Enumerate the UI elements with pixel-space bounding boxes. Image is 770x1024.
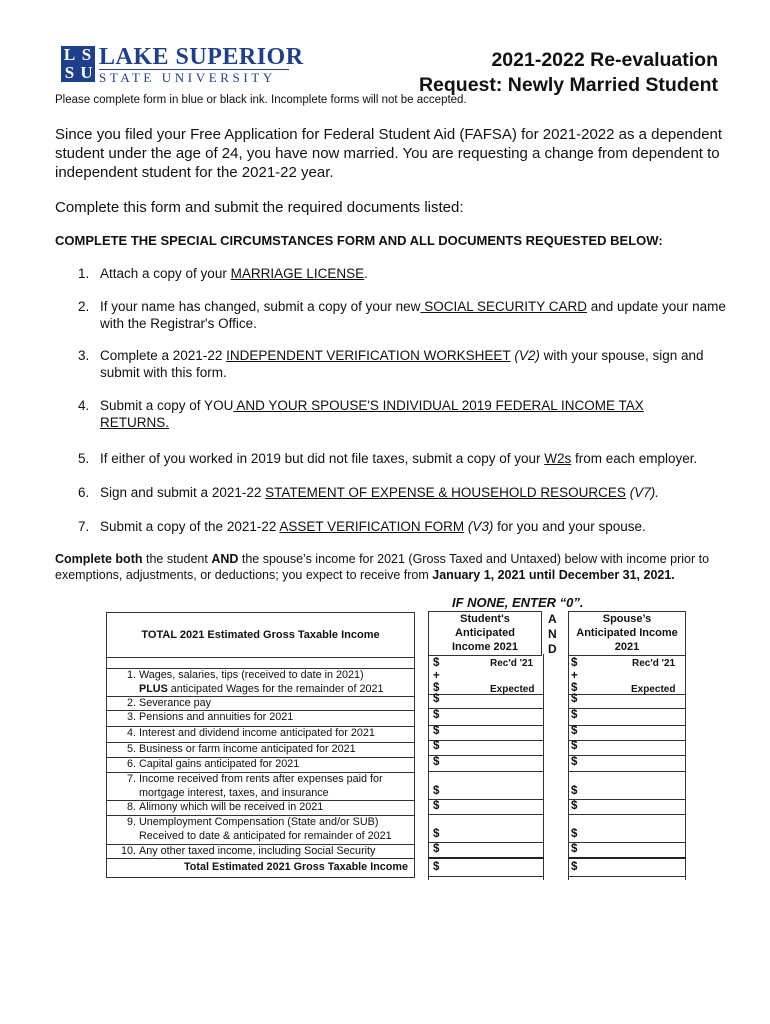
spouse-dollar-sign: $: [571, 725, 578, 737]
spouse-entry-line[interactable]: [568, 740, 686, 741]
item-text: Submit a copy of the 2021-22: [100, 519, 280, 534]
total-label: Total Estimated 2021 Gross Taxable Income: [183, 861, 408, 873]
income-table: [106, 612, 415, 878]
student-dollar-sign: $: [433, 740, 440, 752]
table-row: [107, 773, 414, 801]
item-number: 6.: [78, 485, 90, 500]
spouse-entry-line[interactable]: [568, 842, 686, 843]
item-number: 5.: [78, 451, 90, 466]
intro-paragraph: Since you filed your Free Application for Federal Student Aid (FAFSA) for 2021-2022 as a dependent student under the age of 24, you have now married. You are requesting a change from dependent to independent student for the 2021-22 year.: [55, 126, 723, 181]
table-row: [107, 697, 414, 711]
spouse-plus-sign: +: [571, 670, 578, 682]
university-name: LAKE SUPERIOR: [99, 44, 304, 70]
item-text: for you and your spouse.: [493, 519, 646, 534]
row-number: 2.: [126, 697, 136, 709]
row-label: Business or farm income anticipated for 2021: [139, 743, 356, 755]
student-entry-line[interactable]: [428, 771, 544, 772]
student-dollar-sign: $: [433, 657, 440, 669]
and-letter: N: [548, 627, 557, 641]
spouse-dollar-sign: $: [571, 843, 578, 855]
student-dollar-sign: $: [433, 756, 440, 768]
spouse-dollar-sign: $: [571, 800, 578, 812]
row-label: Interest and dividend income anticipated for 2021: [139, 727, 375, 739]
and-letter: D: [548, 642, 557, 656]
student-plus-sign: +: [433, 670, 440, 682]
university-logo-mark: [61, 46, 95, 82]
spouse-dollar-sign: $: [571, 828, 578, 840]
table-row: [107, 743, 414, 758]
row-number: 3.: [126, 711, 136, 723]
spouse-entry-line[interactable]: [568, 755, 686, 756]
row-number: 8.: [126, 801, 136, 813]
spouse-expected-label: Expected: [631, 684, 676, 695]
instructions-line: Complete this form and submit the required documents listed:: [55, 199, 464, 216]
student-entry-line[interactable]: [428, 876, 544, 877]
row-label: Severance pay: [139, 697, 212, 709]
item-document: MARRIAGE LICENSE: [230, 266, 365, 281]
income-table-header: TOTAL 2021 Estimated Gross Taxable Income: [107, 613, 414, 658]
spouse-entry-line[interactable]: [568, 708, 686, 709]
requirement-item: [78, 298, 728, 332]
row-label: Wages, salaries, tips (received to date in 2021): [139, 669, 364, 681]
requirement-item: [78, 450, 728, 467]
spouse-entry-line[interactable]: [568, 771, 686, 772]
item-form-code: (V3): [464, 519, 494, 534]
and-letter: A: [548, 612, 557, 626]
spouse-dollar-sign: $: [571, 709, 578, 721]
requirement-item: [78, 397, 728, 431]
table-row: [107, 669, 414, 697]
item-number: 4.: [78, 398, 90, 413]
student-entry-line[interactable]: [428, 814, 544, 815]
row-label: Unemployment Compensation (State and/or SUB): [139, 816, 379, 828]
spouse-dollar-sign: $: [571, 693, 578, 705]
logo-letter: U: [80, 63, 93, 82]
row-label: Received to date & anticipated for remainder of 2021: [139, 829, 392, 842]
spouse-entry-line[interactable]: [568, 814, 686, 815]
spouse-dollar-sign: $: [571, 740, 578, 752]
table-row: [107, 727, 414, 743]
student-dollar-sign: $: [433, 725, 440, 737]
item-text: Complete a 2021-22: [100, 348, 227, 363]
item-document: AND YOUR SPOUSE'S INDIVIDUAL 2019 FEDERAL INCOME TAX RETURNS.: [100, 398, 644, 430]
spouse-entry-line[interactable]: [568, 694, 686, 695]
spouse-header-line: 2021: [614, 641, 640, 653]
total-row: [107, 861, 414, 877]
table-row: [107, 845, 414, 859]
student-recd-label: Rec'd '21: [490, 658, 534, 669]
spouse-dollar-sign: $: [571, 756, 578, 768]
spouse-entry-line[interactable]: [568, 799, 686, 800]
student-entry-line[interactable]: [428, 799, 544, 800]
if-none-note: IF NONE, ENTER “0”.: [452, 595, 584, 610]
item-number: 3.: [78, 348, 90, 363]
requirement-item: [78, 265, 728, 282]
student-header-line: Income 2021: [451, 641, 519, 653]
item-form-code: (V2): [510, 348, 540, 363]
spouse-column-header: [568, 611, 686, 656]
student-dollar-sign: $: [433, 693, 440, 705]
table-row: [107, 816, 414, 845]
item-text: If your name has changed, submit a copy of your new: [100, 299, 421, 314]
requirements-heading: COMPLETE THE SPECIAL CIRCUMSTANCES FORM AND ALL DOCUMENTS REQUESTED BELOW:: [55, 233, 663, 248]
student-column-header: [428, 611, 542, 656]
student-entry-line[interactable]: [428, 694, 544, 695]
para-bold: AND: [211, 552, 239, 566]
item-document: INDEPENDENT VERIFICATION WORKSHEET: [226, 348, 511, 363]
item-text: If either of you worked in 2019 but did not file taxes, submit a copy of your: [100, 451, 545, 466]
spouse-dollar-sign: $: [571, 657, 578, 669]
table-spacer: [107, 657, 414, 669]
student-dollar-sign: $: [433, 709, 440, 721]
row-number: 6.: [126, 758, 136, 770]
row-label-bold: PLUS: [139, 682, 168, 695]
student-dollar-sign: $: [433, 861, 440, 873]
item-document: W2s: [544, 451, 572, 466]
logo-letter: S: [81, 45, 92, 64]
row-label: anticipated Wages for the remainder of 2021: [167, 682, 384, 695]
requirement-item: [78, 347, 728, 381]
requirement-item: [78, 518, 728, 535]
row-number: 1.: [126, 669, 136, 681]
row-number: 7.: [126, 773, 136, 785]
row-number: 4.: [126, 727, 136, 739]
row-label: Capital gains anticipated for 2021: [139, 758, 300, 770]
item-document: ASSET VERIFICATION FORM: [279, 519, 465, 534]
row-label: Pensions and annuities for 2021: [139, 711, 294, 723]
student-dollar-sign: $: [433, 828, 440, 840]
table-row: [107, 711, 414, 727]
spouse-entry-line[interactable]: [568, 876, 686, 877]
university-subname: STATE UNIVERSITY: [99, 70, 276, 85]
para-bold: Complete both: [55, 552, 143, 566]
student-entry-line[interactable]: [428, 725, 544, 726]
item-text: and update your name with the Registrar's Office.: [100, 299, 726, 331]
form-title-line1: 2021-2022 Re-evaluation: [491, 49, 718, 71]
table-row: [107, 758, 414, 773]
student-header-line: Anticipated: [455, 627, 515, 639]
spouse-recd-label: Rec'd '21: [632, 658, 676, 669]
item-text: Submit a copy of YOU: [100, 398, 234, 413]
student-entry-line[interactable]: [428, 708, 544, 709]
spouse-entry-line[interactable]: [568, 857, 686, 859]
income-instructions: [55, 551, 735, 583]
spouse-header-line: Anticipated Income: [576, 627, 678, 639]
item-number: 7.: [78, 519, 90, 534]
form-title: [419, 48, 718, 98]
item-number: 2.: [78, 299, 90, 314]
student-entry-line[interactable]: [428, 842, 544, 843]
para-text: the spouse’s income for 2021 (Gross Taxed and Untaxed) below with income prior to exemptions, adjustments, or deductions; you expect to receive from: [55, 552, 710, 582]
item-text: from each employer.: [571, 451, 698, 466]
student-dollar-sign: $: [433, 843, 440, 855]
item-number: 1.: [78, 266, 90, 281]
row-number: 10.: [120, 845, 136, 857]
spouse-header-line: Spouse’s: [602, 613, 652, 625]
row-number: 9.: [126, 816, 136, 828]
form-title-line2: Request: Newly Married Student: [418, 74, 718, 96]
spouse-dollar-sign: $: [571, 785, 578, 797]
student-entry-line[interactable]: [428, 857, 544, 859]
ink-note: Please complete form in blue or black ink. Incomplete forms will not be accepted.: [55, 94, 467, 106]
row-label: mortgage interest, taxes, and insurance: [139, 786, 329, 799]
row-label: Alimony which will be received in 2021: [139, 801, 324, 813]
table-row: [107, 801, 414, 816]
item-document: STATEMENT OF EXPENSE & HOUSEHOLD RESOURCES: [265, 485, 626, 500]
spouse-dollar-sign: $: [571, 682, 578, 694]
student-header-line: Student's: [460, 613, 510, 625]
logo-letter: S: [64, 63, 75, 82]
item-text: .: [364, 266, 368, 281]
spouse-entry-line[interactable]: [568, 725, 686, 726]
para-text: the student: [142, 552, 212, 566]
item-text: with your spouse, sign and submit with this form.: [100, 348, 704, 380]
row-number: 5.: [126, 743, 136, 755]
student-dollar-sign: $: [433, 785, 440, 797]
item-document: SOCIAL SECURITY CARD: [420, 299, 587, 314]
para-bold: January 1, 2021 until December 31, 2021.: [432, 568, 675, 582]
item-text: Sign and submit a 2021-22: [100, 485, 266, 500]
item-form-code: (V7).: [625, 485, 659, 500]
item-text: Attach a copy of your: [100, 266, 231, 281]
student-dollar-sign: $: [433, 800, 440, 812]
student-entry-line[interactable]: [428, 740, 544, 741]
row-label: Any other taxed income, including Social Security: [139, 845, 376, 857]
student-entry-line[interactable]: [428, 755, 544, 756]
requirement-item: [78, 484, 728, 501]
logo-letter: L: [63, 45, 76, 64]
student-expected-label: Expected: [490, 684, 535, 695]
spouse-dollar-sign: $: [571, 861, 578, 873]
student-dollar-sign: $: [433, 682, 440, 694]
row-label: Income received from rents after expenses paid for: [139, 773, 383, 785]
